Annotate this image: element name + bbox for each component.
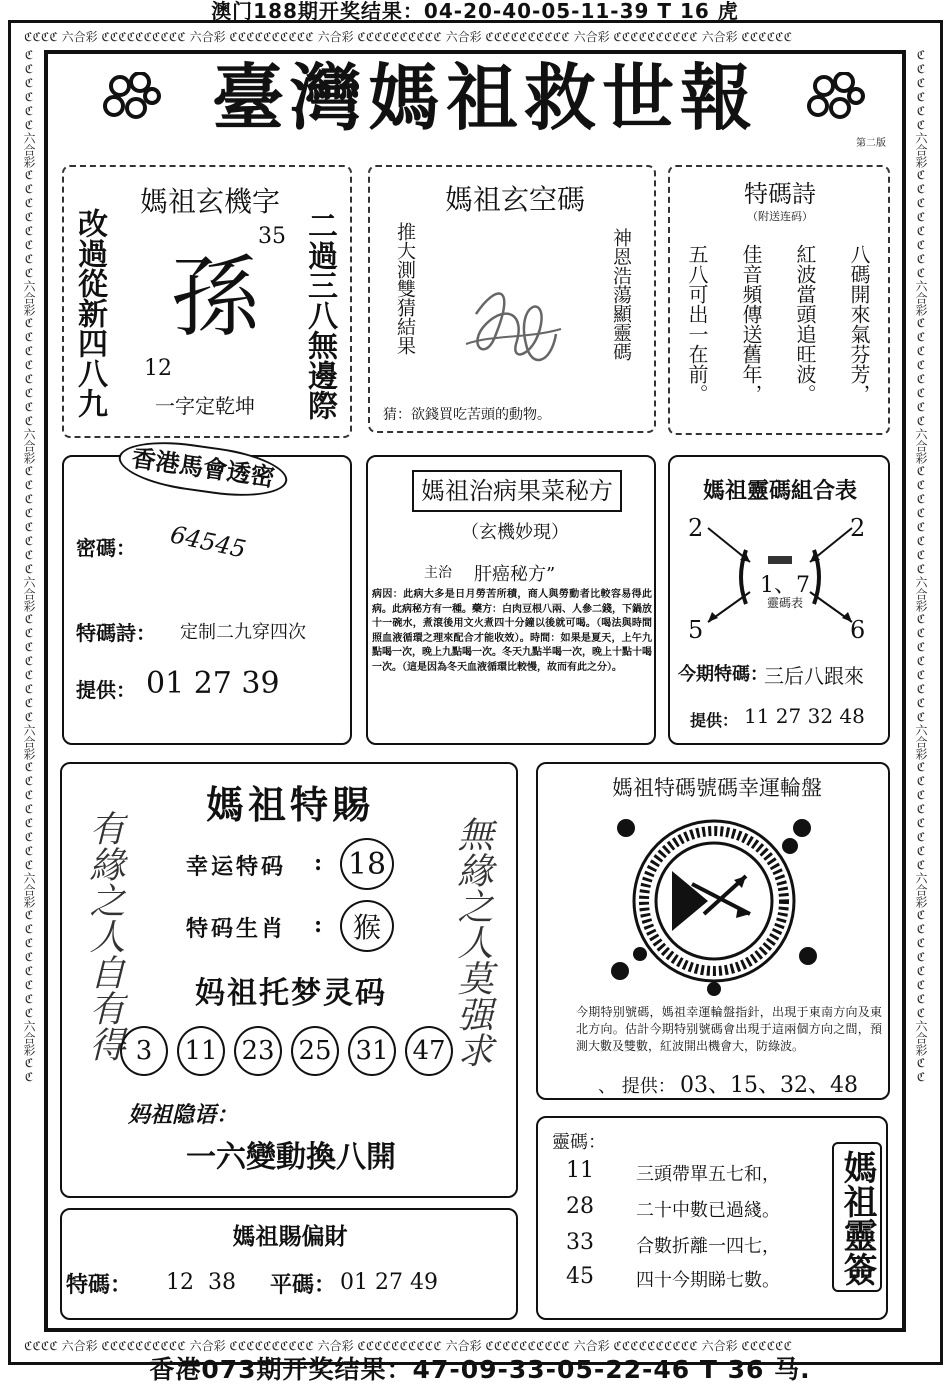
dream-num: 47 (405, 1026, 453, 1076)
panel10-label: 靈碼： (552, 1132, 606, 1153)
lucky-wheel (604, 806, 824, 996)
right-border-pattern: ℭℭℭℭℭℭ六合彩ℭℭℭℭℭℭℭℭ六合彩ℭℭℭℭℭℭℭℭ六合彩ℭℭℭℭℭℭℭℭ六合彩ℭℭℭℭℭℭℭℭ六合彩ℭℭℭℭℭℭℭℭ六合彩ℭℭℭℭℭℭℭℭ六合彩ℭℭ (914, 48, 928, 1084)
panel5-subtitle: （玄機妙現） (461, 522, 569, 543)
panel7-right-col: 無緣之人莫强求 (452, 816, 493, 1068)
panel2-right-col: 神恩浩蕩顯靈碼 (610, 228, 632, 361)
panel9-title: 媽祖賜偏財 (232, 1223, 348, 1250)
panel9-pingma-label: 平碼： (270, 1273, 337, 1298)
panel6-provide-label: 提供： (690, 711, 739, 730)
panel6-title: 媽祖靈碼組合表 (702, 479, 857, 504)
handwritten-scribble (456, 274, 566, 384)
panel4-provide-label: 提供： (76, 678, 136, 702)
panel8-title: 媽祖特碼號碼幸運輪盤 (612, 776, 822, 800)
panel7-left-col: 有緣之人自有得 (84, 810, 125, 1062)
panel9-tema-value: 12 38 (166, 1270, 236, 1295)
panel7-hidden-value: 一六變動換八開 (186, 1140, 396, 1175)
panel1-left-col: 改過從新四八九 (72, 208, 107, 418)
panel3-col-1: 八碼開來氣芬芳， (847, 244, 871, 404)
dream-num: 25 (291, 1026, 339, 1076)
panel6-num-br: 6 (850, 616, 866, 644)
panel6-center-label: 靈碼表 (766, 596, 803, 610)
panel4-provide-value: 01 27 39 (146, 666, 280, 701)
panel10-row-num: 45 (566, 1264, 594, 1289)
dream-num: 31 (348, 1026, 396, 1076)
panel7-colon-1: : (314, 850, 323, 876)
panel7-lucky-label: 幸运特码 (186, 854, 287, 880)
panel4-mima-value: 64545 (167, 520, 249, 564)
top-result: 澳门188期开奖结果：04-20-40-05-11-39 T 16 虎 (211, 0, 739, 23)
panel4-poem-label: 特碼詩： (76, 621, 156, 645)
panel1-num-b: 12 (144, 356, 172, 381)
panel6-center: 1、7 (760, 573, 810, 598)
panel10-row-text: 二十中數已過綫。 (636, 1200, 780, 1221)
panel7-zodiac-value: 猴 (340, 900, 394, 952)
bottom-border-pattern: ℭℭℭℭ 六合彩 ℭℭℭℭℭℭℭℭℭℭ 六合彩 ℭℭℭℭℭℭℭℭℭℭ 六合彩 ℭℭℭℭℭℭℭℭℭℭ 六合彩 ℭℭℭℭℭℭℭℭℭℭ 六合彩 ℭℭℭℭℭℭℭℭℭℭ 六合彩 ℭℭℭℭℭℭ (24, 1339, 793, 1353)
panel1-right-col: 二過三八無邊際 (302, 210, 337, 420)
panel1-num-a: 35 (258, 224, 286, 249)
panel4-poem-value: 定制二九穿四次 (180, 622, 306, 643)
panel4-stamp: 香港馬會透密 (116, 434, 291, 503)
panel7-dream-title: 妈祖托梦灵码 (195, 976, 387, 1011)
panel5-title: 媽祖治病果菜秘方 (412, 470, 622, 512)
panel6-num-tl: 2 (688, 514, 704, 542)
panel3-col-3: 佳音頻傳送舊年， (739, 244, 763, 404)
panel9-pingma-value: 01 27 49 (340, 1270, 438, 1295)
panel6-tema-label: 今期特碼： (678, 664, 768, 685)
panel4-mima-label: 密碼： (76, 536, 136, 560)
panel8-provide-value: 03、15、32、48 (680, 1073, 858, 1098)
panel8-desc: 今期特别號碼，媽祖幸運輪盤指針，出現于東南方向及東北方向。估計今期特别號碼會出現于這兩個方向之間，預測大數及雙數，紅波開出機會大，防綠波。 (576, 1005, 882, 1053)
dream-num: 3 (120, 1026, 168, 1076)
panel5-heading-prefix: 主治 (424, 565, 452, 581)
cloud-ornament-left (102, 72, 162, 122)
panel6-provide-value: 11 27 32 48 (744, 704, 865, 728)
panel2-riddle: 猜：欲錢買吃苦頭的動物。 (383, 407, 551, 423)
dream-num: 23 (234, 1026, 282, 1076)
panel7-dream-nums (120, 1026, 460, 1080)
panel5-body: 病因：此病大多是日月勞苦所積，商人與勞動者比較容易得此病。此病秘方有一種。藥方：白肉豆根八兩、人參二錢，下鍋放十一碗水，煮滾後用文火煮四十分鐘以後就可喝。（喝法與時間照血液循環之理來配合才能收效）。時間：如果是夏天，上午九點喝一次，晚上九點喝一次。冬天九點半喝一次，晚上十點十喝一次。（這是因為冬天血液循環比較慢，故而有此之分）。 (372, 589, 652, 673)
panel6-num-bl: 5 (688, 616, 704, 644)
panel10-row-text: 四十今期睇七數。 (636, 1270, 780, 1291)
panel5-heading: 肝癌秘方” (474, 564, 556, 585)
panel3-col-4: 五八可出一在前。 (685, 244, 709, 404)
panel3-subtitle: （附送连码） (747, 210, 813, 223)
panel6-num-tr: 2 (850, 514, 866, 542)
panel1-title: 媽祖玄機字 (139, 185, 280, 218)
panel10-row-num: 11 (566, 1158, 594, 1183)
left-border-pattern: ℭℭℭℭℭℭ六合彩ℭℭℭℭℭℭℭℭ六合彩ℭℭℭℭℭℭℭℭ六合彩ℭℭℭℭℭℭℭℭ六合彩ℭℭℭℭℭℭℭℭ六合彩ℭℭℭℭℭℭℭℭ六合彩ℭℭℭℭℭℭℭℭ六合彩ℭℭ (22, 48, 36, 1084)
edition-label: 第二版 (856, 138, 886, 149)
panel10-row-num: 33 (566, 1230, 594, 1255)
masthead-title: 臺灣媽祖救世報 (211, 56, 758, 140)
panel3-col-2: 紅波當頭追旺波。 (793, 244, 817, 404)
panel10-row-num: 28 (566, 1194, 594, 1219)
panel9-tema-label: 特碼： (66, 1273, 133, 1298)
panel6-tema-value: 三后八跟來 (764, 664, 864, 688)
panel7-lucky-value: 18 (340, 838, 394, 890)
panel8-provide-label: 、 提供： (598, 1076, 676, 1097)
panel1-big-char: 孫 (170, 246, 259, 349)
panel10-row-text: 三頭帶單五七和， (636, 1164, 780, 1185)
panel7-zodiac-label: 特码生肖 (186, 916, 287, 942)
top-border-pattern: ℭℭℭℭ 六合彩 ℭℭℭℭℭℭℭℭℭℭ 六合彩 ℭℭℭℭℭℭℭℭℭℭ 六合彩 ℭℭℭℭℭℭℭℭℭℭ 六合彩 ℭℭℭℭℭℭℭℭℭℭ 六合彩 ℭℭℭℭℭℭℭℭℭℭ 六合彩 ℭℭℭℭℭℭ (24, 30, 793, 44)
dream-num: 11 (177, 1026, 225, 1076)
cloud-ornament-right (806, 72, 866, 122)
panel2-title: 媽祖玄空碼 (444, 183, 585, 216)
bottom-result: 香港073期开奖结果：47-09-33-05-22-46 T 36 马. (149, 1355, 811, 1384)
panel7-colon-2: : (314, 912, 323, 938)
panel7-title: 媽祖特賜 (205, 782, 374, 827)
panel7-hidden-label: 妈祖隐语： (128, 1102, 239, 1128)
panel3-title: 特碼詩 (744, 180, 816, 208)
panel10-row-text: 合數折離一四七， (636, 1236, 780, 1257)
panel10-stamp: 媽祖靈簽 (832, 1142, 882, 1292)
panel2-left-col: 推大測雙猜結果 (394, 222, 416, 355)
panel1-caption: 一字定乾坤 (155, 394, 255, 418)
